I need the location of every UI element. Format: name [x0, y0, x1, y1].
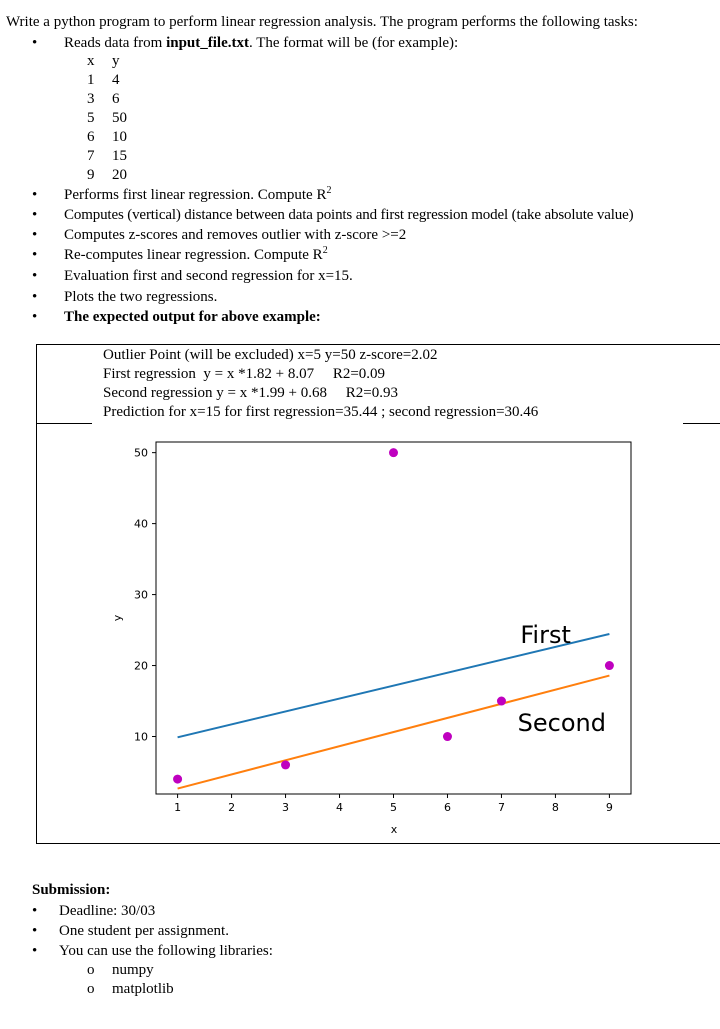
data-point [443, 732, 452, 741]
y-tick-label: 10 [134, 730, 148, 744]
input-file-name: input_file.txt [166, 35, 249, 51]
bullet-task: • Computes z-scores and removes outlier with z-score >=2 [32, 227, 407, 243]
y-tick-label: 50 [134, 446, 148, 460]
table-cell: 50 [112, 110, 127, 126]
y-tick-label: 30 [134, 588, 148, 602]
x-tick-label: 1 [174, 801, 182, 814]
table-cell: 3 [87, 91, 95, 107]
library-matplotlib: matplotlib [112, 981, 174, 997]
table-cell: 20 [112, 167, 127, 183]
x-tick-label: 8 [551, 801, 559, 814]
x-tick-label: 2 [228, 801, 236, 814]
x-tick-label: 6 [443, 801, 451, 814]
output-line-prediction: Prediction for x=15 for first regression=35.44 ; second regression=30.46 [103, 404, 539, 420]
bullet-icon: • [32, 923, 38, 939]
table-cell: 6 [112, 91, 120, 107]
bullet-icon: • [32, 207, 38, 223]
x-tick-label: 5 [390, 801, 397, 814]
submission-item: • One student per assignment. [32, 923, 229, 939]
y-axis-label: y [111, 614, 124, 622]
bullet-icon: • [32, 247, 38, 263]
submission-heading: Submission: [32, 882, 111, 898]
bullet-task: • Re-computes linear regression. Compute $R^2$ [32, 245, 328, 263]
bullet-task: • Plots the two regressions. [32, 289, 218, 305]
x-tick-label: 3 [282, 801, 290, 814]
bullet-icon: • [32, 35, 38, 51]
data-point [389, 448, 398, 457]
circle-bullet-icon: o [87, 981, 95, 997]
table-cell: 1 [87, 72, 95, 88]
x-tick-label: 9 [605, 801, 613, 814]
table-cell: 6 [87, 129, 95, 145]
bullet-task: • Computes (vertical) distance between data points and first regression model (take absolute value) [32, 207, 634, 223]
library-numpy: numpy [112, 962, 154, 978]
output-line-second-regression: Second regression y = x *1.99 + 0.68 R2=0.93 [103, 385, 398, 401]
data-point [605, 661, 614, 670]
bullet-icon: • [32, 227, 38, 243]
table-cell: 5 [87, 110, 95, 126]
bullet-icon: • [32, 187, 38, 203]
bullet-icon: • [32, 268, 38, 284]
x-tick-label: 4 [336, 801, 344, 814]
submission-item: • Deadline: 30/03 [32, 903, 156, 919]
y-tick-label: 20 [134, 659, 148, 673]
bullet-icon: • [32, 309, 38, 325]
annotation-first: First [520, 620, 571, 649]
y-tick-label: 40 [134, 517, 148, 531]
bullet-task: • Evaluation first and second regression for x=15. [32, 268, 353, 284]
bullet-reads-data: • Reads data from input_file.txt. The format will be (for example): [32, 35, 459, 51]
data-point [281, 760, 290, 769]
output-line-outlier: Outlier Point (will be excluded) x=5 y=50 z-score=2.02 [103, 347, 438, 363]
expected-output-heading: The expected output for above example: [64, 309, 321, 325]
data-point [173, 775, 182, 784]
table-cell: 15 [112, 148, 127, 164]
bullet-icon: • [32, 289, 38, 305]
plot-frame [156, 442, 631, 794]
table-header-y: y [112, 53, 120, 69]
intro-text: Write a python program to perform linear regression analysis. The program performs the following tasks: [6, 14, 638, 30]
x-axis-label: x [390, 823, 398, 836]
bullet-icon: • [32, 903, 38, 919]
table-cell: 7 [87, 148, 95, 164]
table-header-x: x [87, 53, 95, 69]
bullet-icon: • [32, 943, 38, 959]
annotation-second: Second [517, 708, 606, 737]
x-tick-label: 7 [497, 801, 505, 814]
table-cell: 9 [87, 167, 95, 183]
bullet-task: • Performs first linear regression. Compute $R^2$ [32, 185, 332, 203]
circle-bullet-icon: o [87, 962, 95, 978]
data-point [497, 697, 506, 706]
output-line-first-regression: First regression y = x *1.82 + 8.07 R2=0.09 [103, 366, 386, 382]
submission-item: • You can use the following libraries: [32, 943, 273, 959]
table-cell: 4 [112, 72, 120, 88]
table-cell: 10 [112, 129, 127, 145]
